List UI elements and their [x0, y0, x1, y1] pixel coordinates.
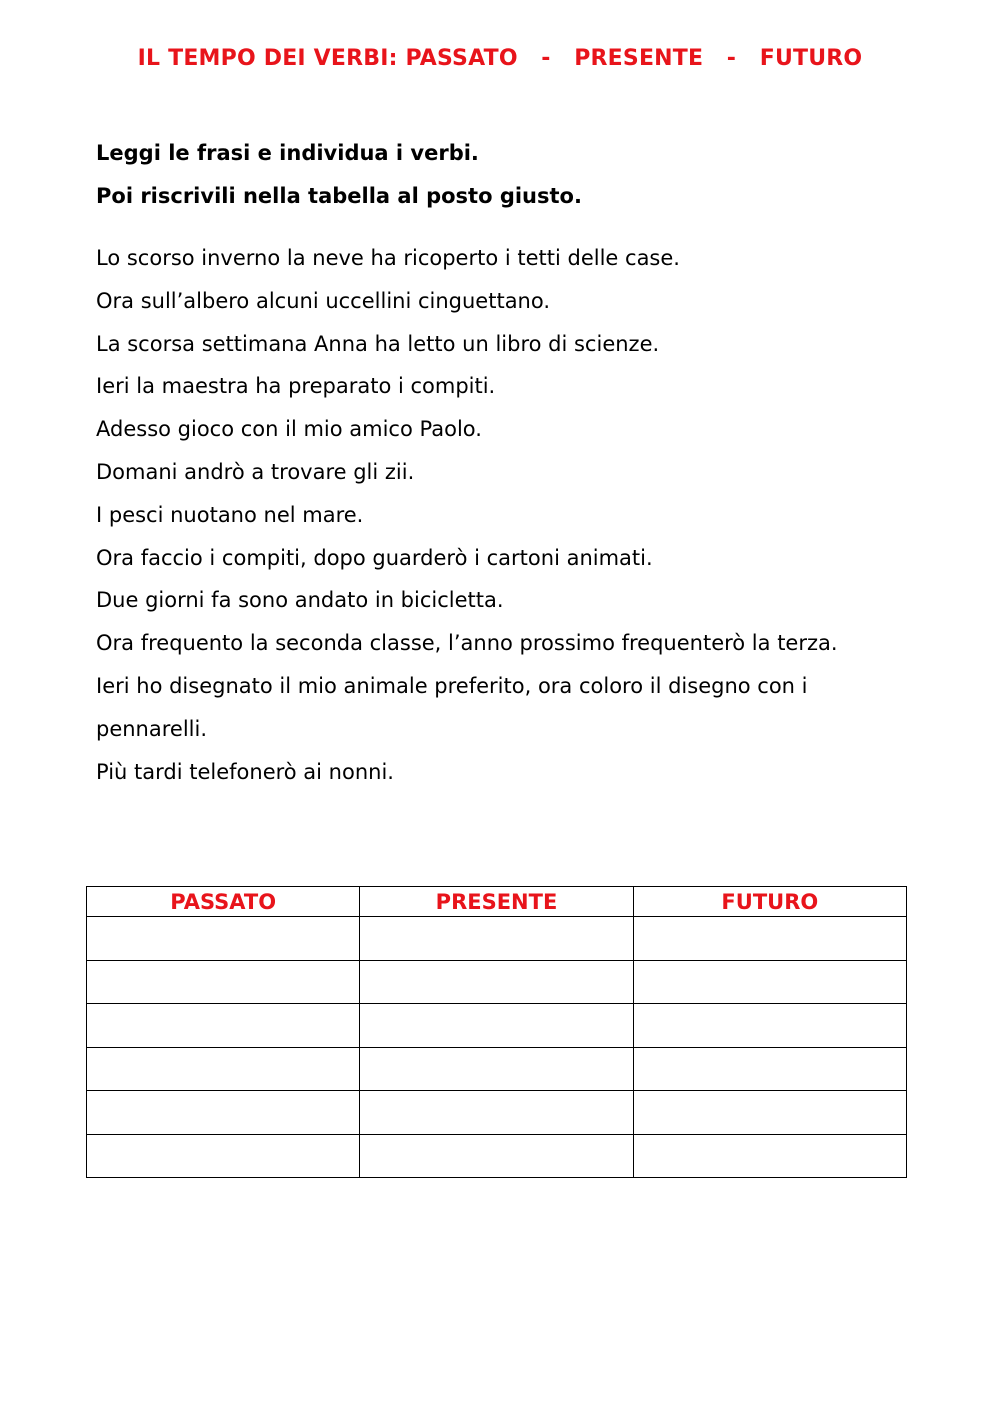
- answer-cell-passato[interactable]: [87, 1004, 360, 1048]
- table-row: [87, 917, 907, 961]
- sentence: Due giorni fa sono andato in bicicletta.: [96, 588, 504, 613]
- sentence: Adesso gioco con il mio amico Paolo.: [96, 417, 482, 442]
- sentence-list: [96, 237, 911, 793]
- sentence: I pesci nuotano nel mare.: [96, 502, 364, 527]
- instruction-line: Poi riscrivili nella tabella al posto giusto.: [96, 184, 582, 208]
- answer-cell-passato[interactable]: [87, 917, 360, 961]
- verb-table: [86, 886, 907, 1178]
- answer-cell-futuro[interactable]: [633, 1134, 906, 1178]
- sentence: Ora sull’albero alcuni uccellini cinguettano.: [96, 288, 551, 313]
- answer-cell-futuro[interactable]: [633, 1047, 906, 1091]
- answer-cell-passato[interactable]: [87, 960, 360, 1004]
- answer-cell-passato[interactable]: [87, 1091, 360, 1135]
- answer-cell-presente[interactable]: [360, 960, 633, 1004]
- answer-cell-passato[interactable]: [87, 1047, 360, 1091]
- sentence: La scorsa settimana Anna ha letto un libro di scienze.: [96, 331, 660, 356]
- answer-cell-futuro[interactable]: [633, 917, 906, 961]
- table-row: [87, 1047, 907, 1091]
- answer-cell-futuro[interactable]: [633, 1004, 906, 1048]
- column-header-futuro: FUTURO: [633, 887, 906, 917]
- sentence: Ora frequento la seconda classe, l’anno prossimo frequenterò la terza.: [96, 631, 838, 656]
- column-header-passato: PASSATO: [87, 887, 360, 917]
- answer-cell-presente[interactable]: [360, 1091, 633, 1135]
- answer-cell-passato[interactable]: [87, 1134, 360, 1178]
- answer-cell-presente[interactable]: [360, 1004, 633, 1048]
- table-row: [87, 1091, 907, 1135]
- column-header-presente: PRESENTE: [360, 887, 633, 917]
- answer-cell-futuro[interactable]: [633, 1091, 906, 1135]
- instructions: [96, 132, 582, 218]
- answer-cell-presente[interactable]: [360, 1047, 633, 1091]
- table-row: [87, 960, 907, 1004]
- answer-cell-presente[interactable]: [360, 1134, 633, 1178]
- sentence: Ieri la maestra ha preparato i compiti.: [96, 374, 496, 399]
- sentence: Ieri ho disegnato il mio animale preferito, ora coloro il disegno con i pennarelli.: [96, 673, 808, 741]
- instruction-line: Leggi le frasi e individua i verbi.: [96, 141, 479, 165]
- page-title: IL TEMPO DEI VERBI: PASSATO - PRESENTE - FUTURO: [137, 46, 863, 71]
- sentence: Domani andrò a trovare gli zii.: [96, 459, 415, 484]
- sentence: Più tardi telefonerò ai nonni.: [96, 759, 394, 784]
- table-row: [87, 1004, 907, 1048]
- sentence: Lo scorso inverno la neve ha ricoperto i tetti delle case.: [96, 246, 680, 270]
- table-header-row: [87, 887, 907, 917]
- sentence: Ora faccio i compiti, dopo guarderò i cartoni animati.: [96, 545, 653, 570]
- answer-cell-futuro[interactable]: [633, 960, 906, 1004]
- answer-cell-presente[interactable]: [360, 917, 633, 961]
- table-row: [87, 1134, 907, 1178]
